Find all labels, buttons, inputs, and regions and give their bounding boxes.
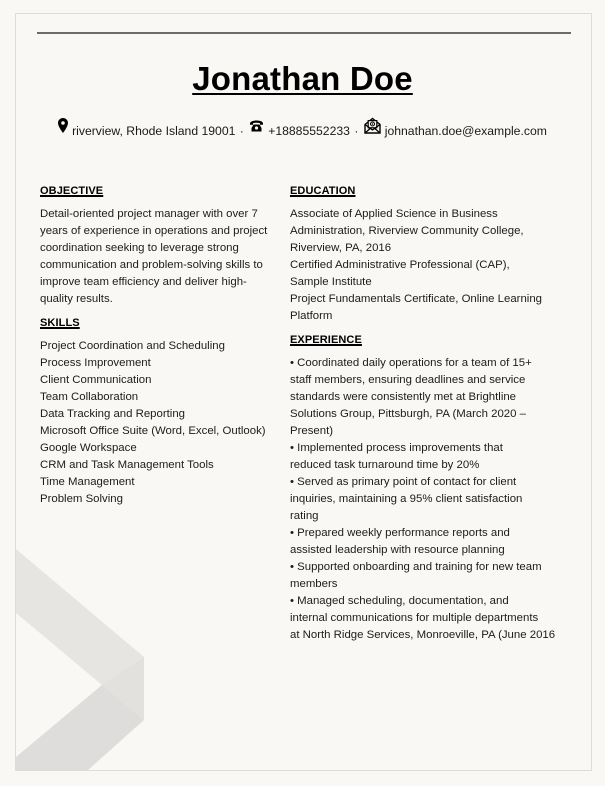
telephone-icon [249,120,264,135]
left-column [40,184,280,508]
experience-text: • Coordinated daily operations for a team of 15+ staff members, ensuring deadlines and service standards were consistently met at Brightline Solutions Group, Pittsburgh, PA (March 2020 – Present) • Implemented process improvements that reduced task turnaround time by 20% • Served as primary point of contact for client inquiries, maintaining a 95% client satisfaction rating • Prepared weekly performance reports and assisted leadership with resource planning • Supported onboarding and training for new team members • Managed scheduling, documentation, and internal communications for multiple departments at North Ridge Services, Monroeville, PA (June 2016 [290,357,556,641]
skill-item: Team Collaboration [40,391,139,403]
experience-heading: EXPERIENCE [290,334,362,346]
skill-item: CRM and Task Management Tools [40,459,214,471]
education-text: Associate of Applied Science in Business Administration, Riverview Community College, Riverview, PA, 2016 Certified Administrative Professional (CAP), Sample Institute Project Fundamentals Certificate, Online Learning Platform [290,208,542,322]
skill-item: Client Communication [40,374,152,386]
skills-heading: SKILLS [40,317,80,329]
objective-heading: OBJECTIVE [40,185,104,197]
objective-text: Detail-oriented project manager with over 7 years of experience in operations and project coordination seeking to leverage strong communication and problem-solving skills to improve team efficiency and deliver high- quality results. [40,208,268,305]
skill-item: Time Management [40,476,135,488]
skill-item: Microsoft Office Suite (Word, Excel, Outlook) [40,425,266,437]
location-text: riverview, Rhode Island 19001 [72,124,236,139]
candidate-name: Jonathan Doe [192,60,413,97]
envelope-icon [364,117,381,137]
skill-item: Data Tracking and Reporting [40,408,185,420]
top-rule [37,32,571,34]
name-heading [0,60,605,98]
separator: · [239,124,244,139]
phone-text: +18885552233 [268,124,350,139]
separator: · [354,124,359,139]
skills-list [40,338,280,508]
map-pin-icon [58,118,68,136]
education-heading: EDUCATION [290,185,356,197]
email-link[interactable]: johnathan.doe@example.com [384,124,547,139]
right-column [290,184,570,644]
contact-line [0,122,605,142]
skill-item: Problem Solving [40,493,123,505]
skill-item: Google Workspace [40,442,137,454]
skill-item: Process Improvement [40,357,151,369]
skill-item: Project Coordination and Scheduling [40,340,225,352]
